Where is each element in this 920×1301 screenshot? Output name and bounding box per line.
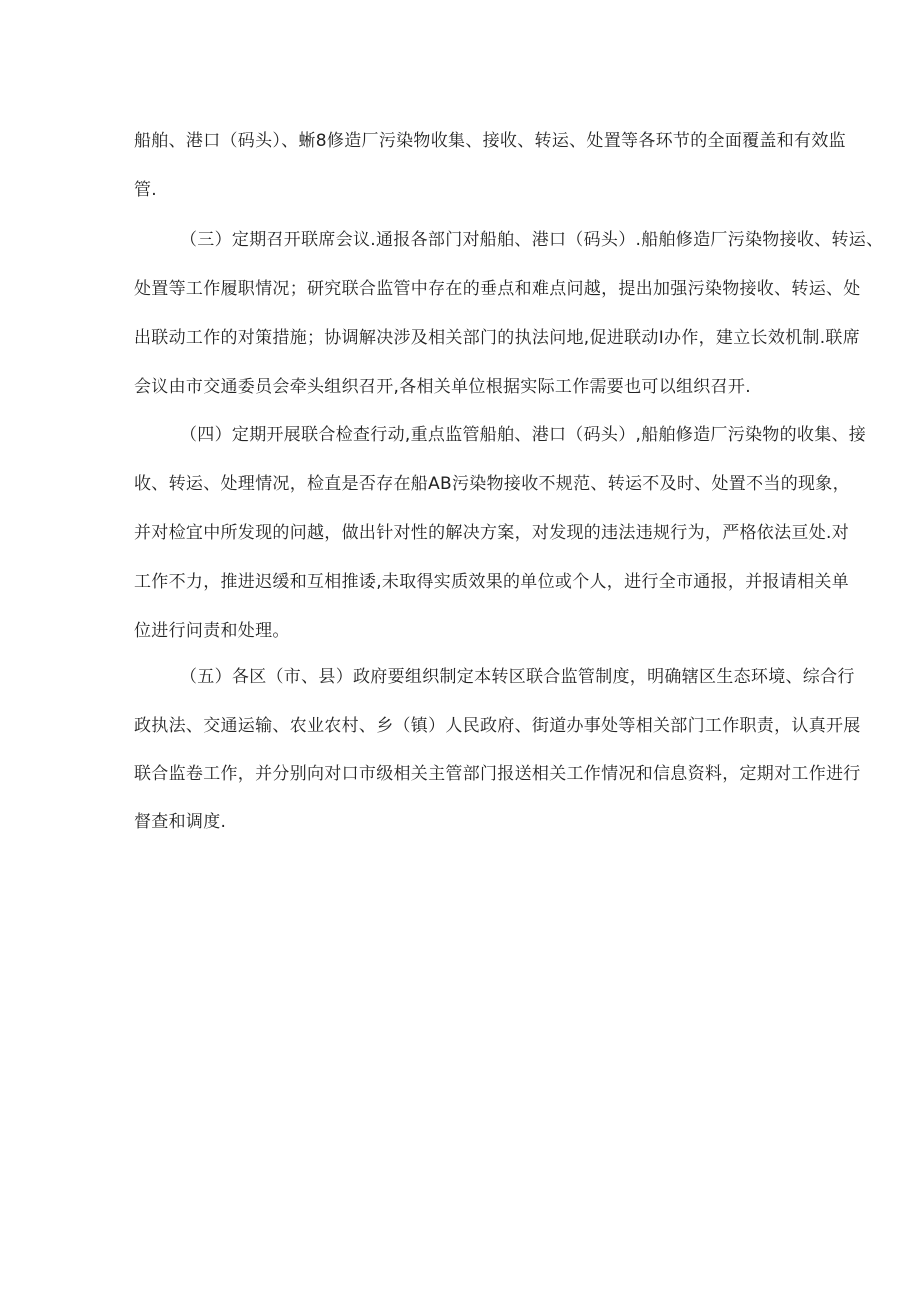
paragraph-three-line-3: 出联动工作的对策措施；协调解决涉及相关部门的执法问地,促进联动I办作，建立长效机制.联席: [134, 328, 861, 348]
paragraph-five-line-2: 政执法、交通运输、农业农村、乡（镇）人民政府、街道办事处等相关部门工作职责，认真开展: [134, 716, 861, 736]
paragraph-three-line-2: 处置等工作履职情况；研究联合监管中存在的垂点和难点问越，提出加强污染物接收、转运、处: [134, 279, 861, 299]
paragraph-four-line-3: 并对检宜中所发现的问越，做出针对性的解决方案，对发现的违法违规行为，严格依法亘处.对: [134, 523, 850, 543]
paragraph-five-line-3: 联合监卷工作，并分别向对口市级相关主管部门报送相关工作情况和信息资料，定期对工作进行: [134, 764, 861, 784]
paragraph-four-line-1: （四）定期开展联合检查行动,重点监管船舶、港口（码头）,船舶修造厂污染物的收集、接: [180, 425, 867, 445]
paragraph-four-line-5: 位进行问责和处理。: [134, 621, 290, 641]
paragraph-continuation-line-1: 船舶、港口（码头）、蜥8修造厂污染物收集、接收、转运、处置等各环节的全面覆盖和有效监: [134, 131, 846, 151]
paragraph-continuation-line-2: 管.: [134, 180, 158, 200]
paragraph-four-line-2: 收、转运、处理情况，检直是否存在船AB污染物接收不规范、转运不及时、处置不当的现象，: [134, 474, 850, 494]
paragraph-five-line-4: 督查和调度.: [134, 812, 227, 832]
paragraph-four-line-4: 工作不力，推进迟缓和互相推诿,未取得实质效果的单位或个人，进行全市通报，并报请相关单: [134, 572, 850, 592]
paragraph-three-line-4: 会议由市交通委员会牵头组织召开,各相关单位根据实际工作需要也可以组织召开.: [134, 377, 751, 397]
paragraph-five-line-1: （五）各区（市、县）政府要组织制定本转区联合监管制度，明确辖区生态环境、综合行: [180, 667, 855, 687]
paragraph-three-line-1: （三）定期召开联席会议.通报各部门对船舶、港口（码头）.船舶修造厂污染物接收、转运、: [180, 230, 884, 250]
